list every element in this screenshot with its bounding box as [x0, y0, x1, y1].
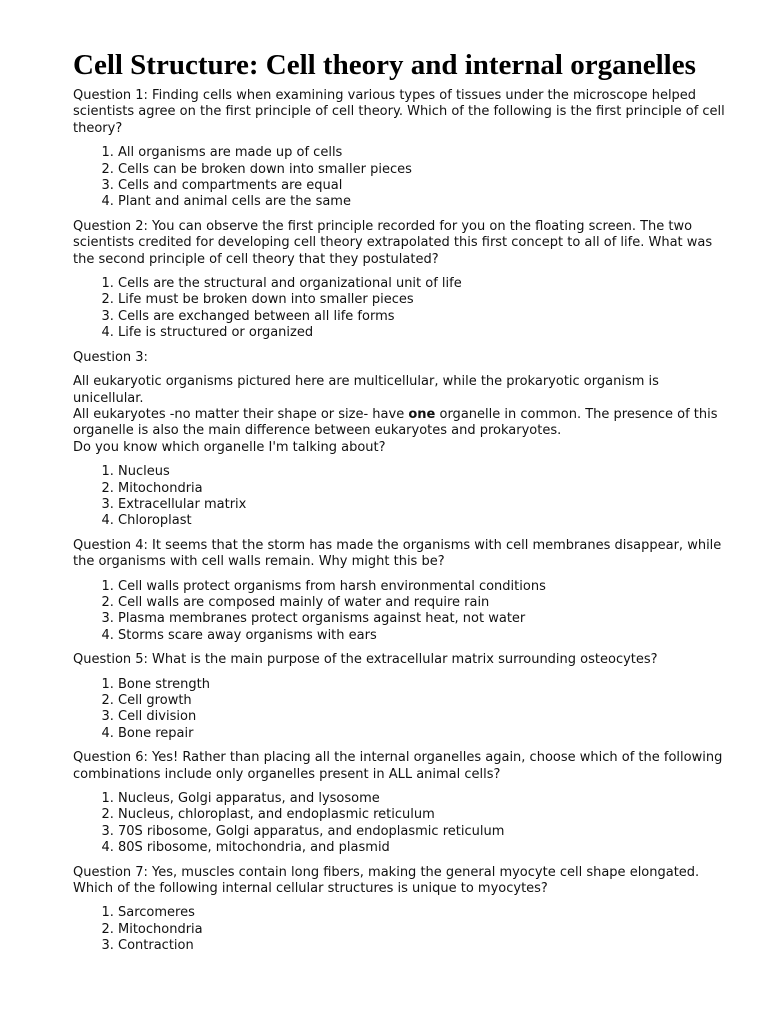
question-7-options	[73, 905, 728, 954]
question-2-option-1: 1. Cells are the structural and organizational unit of life	[118, 276, 728, 292]
question-3-heading: Question 3:	[73, 349, 148, 365]
question-1-option-3: 3. Cells and compartments are equal	[118, 178, 728, 194]
question-3-options	[73, 464, 728, 530]
question-4-option-1: 1. Cell walls protect organisms from harsh environmental conditions	[118, 579, 728, 595]
question-1-text: Question 1: Finding cells when examining various types of tissues under the microscope helped scientists agree on the first principle of cell theory. Which of the following is the first principle of cell theory?	[73, 88, 725, 136]
question-5-option-3: 3. Cell division	[118, 709, 728, 725]
question-5-options	[73, 677, 728, 743]
question-3-emphasis: one	[408, 406, 436, 422]
question-2-option-4: 4. Life is structured or organized	[118, 325, 728, 341]
question-6-option-4: 4. 80S ribosome, mitochondria, and plasmid	[118, 840, 728, 856]
question-6-text: Question 6: Yes! Rather than placing all the internal organelles again, choose which of the following combinations include only organelles present in ALL animal cells?	[73, 750, 723, 782]
question-3-line-2-pre: All eukaryotes -no matter their shape or size- have	[73, 406, 409, 422]
question-7-option-2: 2. Mitochondria	[118, 922, 728, 938]
question-2-options	[73, 276, 728, 342]
question-5-option-1: 1. Bone strength	[118, 677, 728, 693]
question-5-option-4: 4. Bone repair	[118, 726, 728, 742]
question-3-line-2-post: organelle in common. The presence of this organelle is also the main difference between eukaryotes and prokaryotes.	[73, 406, 718, 439]
question-7-text: Question 7: Yes, muscles contain long fibers, making the general myocyte cell shape elongated. Which of the following internal cellular structures is unique to myocytes?	[73, 864, 700, 897]
question-1-option-4: 4. Plant and animal cells are the same	[118, 194, 728, 210]
question-7-option-3: 3. Contraction	[118, 938, 728, 954]
question-1-option-2: 2. Cells can be broken down into smaller pieces	[118, 162, 728, 178]
question-1-option-1: 1. All organisms are made up of cells	[118, 145, 728, 161]
question-6-options	[73, 791, 728, 857]
question-1-options	[73, 145, 728, 211]
question-5-text: Question 5: What is the main purpose of the extracellular matrix surrounding osteocytes?	[73, 652, 658, 668]
page-title: Cell Structure: Cell theory and internal organelles	[73, 49, 696, 81]
question-2-option-3: 3. Cells are exchanged between all life forms	[118, 309, 728, 325]
question-6-option-3: 3. 70S ribosome, Golgi apparatus, and endoplasmic reticulum	[118, 824, 728, 840]
question-3-line-3: Do you know which organelle I'm talking about?	[73, 439, 386, 455]
question-2-text: Question 2: You can observe the first principle recorded for you on the floating screen. The two scientists credited for developing cell theory extrapolated this first concept to all of life. What was the second principle of cell theory that they postulated?	[73, 218, 713, 267]
question-4-option-4: 4. Storms scare away organisms with ears	[118, 628, 728, 644]
question-3-option-4: 4. Chloroplast	[118, 513, 728, 529]
question-4-options	[73, 579, 728, 645]
question-4-text: Question 4: It seems that the storm has made the organisms with cell membranes disappear, while the organisms with cell walls remain. Why might this be?	[73, 537, 722, 570]
question-6-option-1: 1. Nucleus, Golgi apparatus, and lysosome	[118, 791, 728, 807]
question-7-option-1: 1. Sarcomeres	[118, 905, 728, 921]
question-2-option-2: 2. Life must be broken down into smaller pieces	[118, 292, 728, 308]
question-4-option-2: 2. Cell walls are composed mainly of water and require rain	[118, 595, 728, 611]
question-3-option-2: 2. Mitochondria	[118, 481, 728, 497]
question-3-option-3: 3. Extracellular matrix	[118, 497, 728, 513]
question-5-option-2: 2. Cell growth	[118, 693, 728, 709]
question-4-option-3: 3. Plasma membranes protect organisms against heat, not water	[118, 611, 728, 627]
question-6-option-2: 2. Nucleus, chloroplast, and endoplasmic reticulum	[118, 807, 728, 823]
question-3-line-1: All eukaryotic organisms pictured here are multicellular, while the prokaryotic organism is unicellular.	[73, 374, 659, 406]
question-3-option-1: 1. Nucleus	[118, 464, 728, 480]
question-3-body	[73, 374, 728, 456]
